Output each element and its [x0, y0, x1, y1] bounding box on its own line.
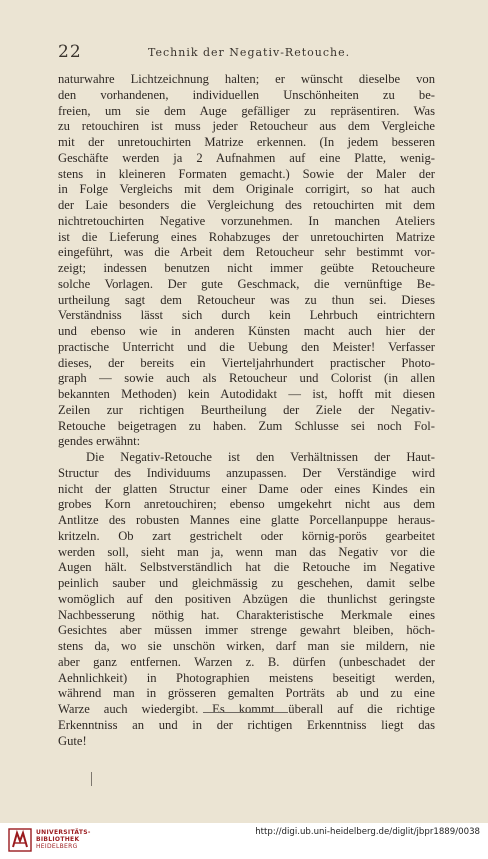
- text-line: solche Vorlagen. Der gute Geschmack, die vernünftige Be-: [58, 276, 435, 291]
- text-line: Erkenntniss an und in der richtigen Erkenntniss liegt das: [58, 717, 435, 732]
- text-line: während man in grösseren gemalten Porträts ab und zu eine: [58, 686, 435, 701]
- text-line: nichtretouchirten Negative vorzunehmen. In manchen Ateliers: [58, 213, 435, 228]
- text-line: bekannten Methoden) kein Autodidakt — ist, hofft mit diesen: [58, 387, 435, 401]
- text-line: womöglich auf den positiven Abzügen die thunlichst geringste: [58, 591, 435, 606]
- text-line: practische Unterricht und die Uebung den Meister! Verfasser: [58, 339, 435, 354]
- text-line: Structur des Individuums anzupassen. Der Verständige wird: [58, 465, 435, 480]
- body-text: [58, 72, 435, 749]
- text-line: zu retouchiren ist muss jeder Retoucheur aus dem Vergleiche: [58, 119, 435, 134]
- text-line: Gesichtes aber müssen immer strenge gewahrt bleiben, höch-: [58, 623, 435, 638]
- footer-bar: [0, 823, 488, 859]
- text-line: naturwahre Lichtzeichnung halten; er wünscht dieselbe von: [58, 72, 435, 86]
- text-line: Warze auch wiedergibt. Es kommt überall auf die richtige: [58, 702, 435, 716]
- text-line: Verständniss lässt sich durch kein Lehrbuch eintrichtern: [58, 308, 435, 323]
- text-line: Nachbesserung nöthig hat. Charakteristische Merkmale eines: [58, 607, 435, 622]
- text-line: nicht der glatten Structur einer Dame oder eines Kindes ein: [58, 481, 435, 496]
- text-line: grobes Korn anretouchiren; ebenso umgekehrt nicht aus dem: [58, 497, 435, 512]
- text-line: und ebenso wie in anderen Künsten macht auch hier der: [58, 324, 435, 338]
- text-line: Augen hält. Selbstverständlich hat die Retouche im Negative: [58, 560, 435, 575]
- text-line: stens da, wo sie unschön wirken, darf man sie mildern, nie: [58, 639, 435, 653]
- text-line: ist die Lieferung eines Rohabzuges der unretouchirten Matrize: [58, 229, 435, 244]
- text-line: urtheilung sagt dem Retoucheur was zu thun sei. Dieses: [58, 292, 435, 307]
- page-header: [58, 42, 434, 62]
- text-line: Aehnlichkeit) in Photographien meistens beseitigt werden,: [58, 670, 435, 685]
- library-name-line: UNIVERSITÄTS-: [36, 829, 91, 836]
- text-line: graph — sowie auch als Retoucheur und Colorist (in allen: [58, 371, 435, 386]
- text-line: Geschäfte werden ja 2 Aufnahmen auf eine Platte, wenig-: [58, 150, 435, 165]
- text-line: gendes erwähnt:: [58, 434, 141, 449]
- text-line: in Folge Vergleichs mit dem Originale corrigirt, so hat auch: [58, 182, 435, 197]
- page-number: 22: [58, 42, 82, 62]
- end-rule: [203, 712, 288, 713]
- text-line: Zeilen zur richtigen Beurtheilung der Ziele der Negativ-: [58, 402, 435, 417]
- library-name-line: HEIDELBERG: [36, 843, 78, 850]
- text-line: den vorhandenen, individuellen Unschönheiten zu be-: [58, 87, 435, 102]
- text-line: eingeführt, was die Arbeit dem Retoucheur sehr bestimmt vor-: [58, 245, 435, 260]
- text-line: freien, um sie dem Auge gefälliger zu repräsentiren. Was: [58, 103, 435, 118]
- text-line: Antlitze des robusten Mannes eine glatte Porcellanpuppe heraus-: [58, 513, 435, 527]
- library-name-line: BIBLIOTHEK: [36, 836, 80, 843]
- text-line: stens in kleineren Formaten gemacht.) Sowie der Maler der: [58, 166, 435, 181]
- running-title: Technik der Negativ-Retouche.: [148, 46, 351, 59]
- text-line: mit der unretouchirten Matrize erkennen. (In jedem besseren: [58, 135, 435, 149]
- library-name: [36, 829, 91, 850]
- text-line: peinlich sauber und gleichmässig zu geschehen, damit selbe: [58, 576, 435, 590]
- text-line: aber ganz entfernen. Warzen z. B. dürfen (unbeschadet der: [58, 654, 435, 669]
- text-line: werden soll, sieht man ja, wenn man das Negativ vor die: [58, 544, 435, 559]
- text-line: der Laie besonders die Vergleichung des retouchirten mit dem: [58, 198, 435, 212]
- heidelberg-library-logo-icon[interactable]: [8, 828, 32, 852]
- text-line: Gute!: [58, 733, 87, 748]
- text-line: dieses, der bereits ein Vierteljahrhundert practischer Photo-: [58, 355, 435, 370]
- margin-mark: [91, 772, 92, 786]
- text-line: zeigt; indessen benutzen nicht immer geübte Retoucheure: [58, 261, 435, 275]
- text-line: Retouche beigetragen zu haben. Zum Schlusse sei noch Fol-: [58, 418, 435, 433]
- permalink-url[interactable]: http://digi.ub.uni-heidelberg.de/diglit/jbpr1889/0038: [255, 827, 480, 837]
- text-line: kritzeln. Ob zart gestrichelt oder körnig-porös gearbeitet: [58, 528, 435, 543]
- text-line: Die Negativ-Retouche ist den Verhältnissen der Haut-: [86, 450, 435, 464]
